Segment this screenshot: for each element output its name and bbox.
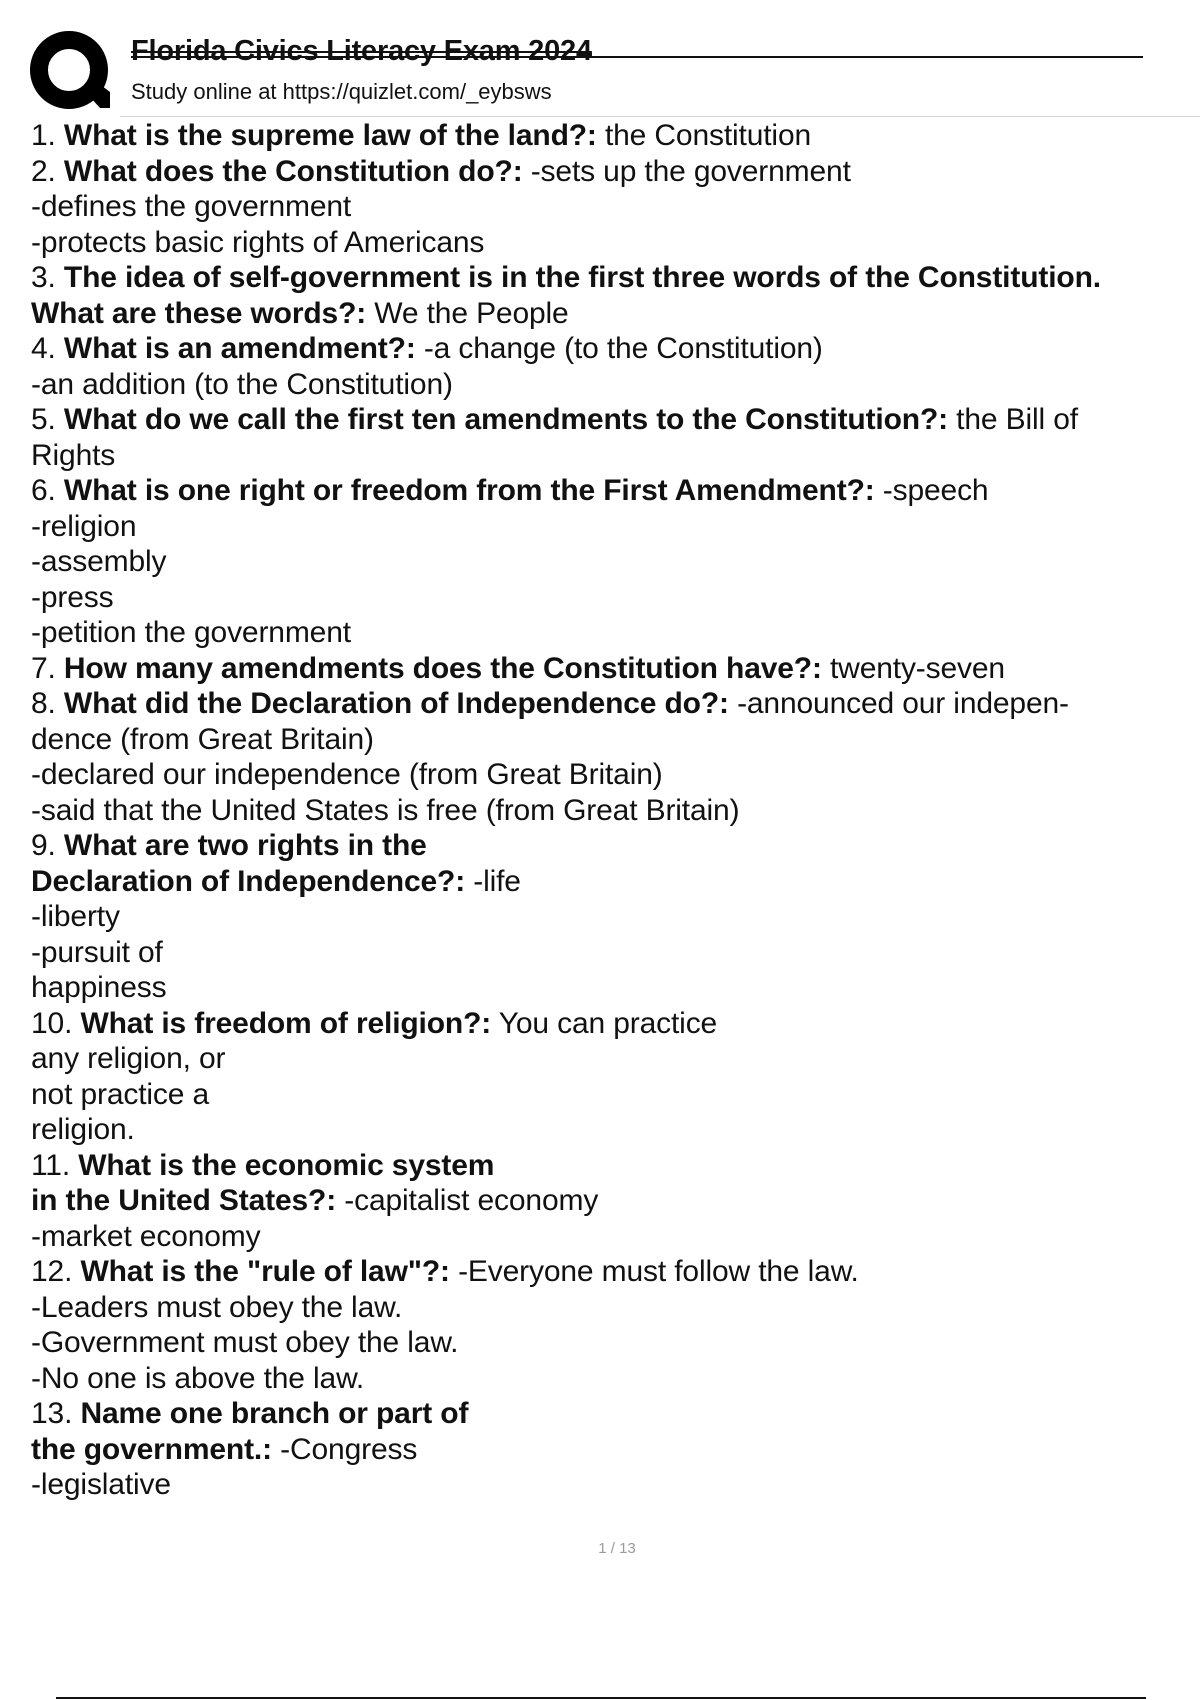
- card-number: 9.: [31, 829, 56, 862]
- card-question: The idea of self-government is in the first three words of the Constitution.: [63, 261, 1101, 294]
- flashcard-item: [31, 1148, 1197, 1255]
- card-line: [31, 1254, 1197, 1290]
- card-question-continued: the government.:: [31, 1432, 272, 1466]
- card-number: 1.: [31, 119, 56, 152]
- document-header: [0, 0, 1200, 118]
- flashcard-item: [31, 260, 1197, 331]
- card-answer-line: -an addition (to the Constitution): [31, 367, 453, 401]
- card-question: What do we call the first ten amendments to the Constitution?:: [63, 403, 948, 436]
- card-number: 12.: [31, 1255, 73, 1288]
- card-line: [31, 1396, 1197, 1432]
- card-question: How many amendments does the Constitution have?:: [63, 651, 822, 685]
- flashcard-item: [31, 1254, 1197, 1396]
- flashcard-list: [31, 118, 1197, 1503]
- card-question: What is freedom of religion?:: [80, 1006, 492, 1040]
- card-line: [31, 154, 1197, 190]
- card-question: What is the "rule of law"?:: [80, 1255, 450, 1288]
- card-answer-line: happiness: [31, 971, 167, 1004]
- card-answer-line: -protects basic rights of Americans: [31, 225, 485, 259]
- card-answer-line: -petition the government: [31, 616, 351, 649]
- flashcard-item: [31, 402, 1197, 473]
- card-answer-line: -assembly: [31, 545, 167, 578]
- flashcard-item: [31, 651, 1197, 687]
- card-line: [31, 686, 1197, 722]
- card-question: What is the supreme law of the land?:: [63, 119, 597, 152]
- card-answer-line: -legislative: [31, 1468, 171, 1501]
- card-question-continued: in the United States?:: [31, 1184, 337, 1217]
- card-answer: twenty-seven: [830, 651, 1005, 685]
- card-line: [31, 296, 1197, 332]
- card-question: What is the economic system: [78, 1148, 495, 1182]
- card-answer-line: -said that the United States is free (from Great Britain): [31, 793, 740, 827]
- card-answer: We the People: [374, 296, 569, 330]
- flashcard-item: [31, 154, 1197, 261]
- card-question-continued: Declaration of Independence?:: [31, 864, 466, 898]
- flashcard-item: [31, 686, 1197, 828]
- flashcard-item: [31, 473, 1197, 651]
- card-answer-line: -No one is above the law.: [31, 1361, 365, 1395]
- flashcard-item: [31, 1396, 1197, 1503]
- card-line: [31, 864, 1197, 900]
- card-answer: -sets up the government: [530, 154, 851, 188]
- card-answer: -life: [473, 864, 521, 898]
- card-number: 11.: [31, 1148, 71, 1182]
- card-question: What did the Declaration of Independence do?:: [63, 687, 729, 720]
- study-online-link[interactable]: Study online at https://quizlet.com/_eybsws: [131, 79, 552, 104]
- card-answer: -speech: [882, 474, 989, 507]
- quizlet-q-logo-icon: [30, 30, 112, 112]
- card-answer-line: any religion, or: [31, 1042, 226, 1075]
- card-answer-line: -press: [31, 580, 114, 614]
- card-answer-line: -liberty: [31, 900, 120, 933]
- card-line: [31, 1148, 1197, 1184]
- card-number: 8.: [31, 687, 56, 720]
- card-answer: the Bill of: [956, 403, 1078, 436]
- card-number: 5.: [31, 403, 56, 436]
- card-answer: the Constitution: [604, 119, 812, 152]
- card-line: [31, 828, 1197, 864]
- card-answer: -capitalist economy: [344, 1184, 599, 1217]
- card-question: What is one right or freedom from the First Amendment?:: [63, 474, 875, 507]
- card-line: [31, 1006, 1197, 1042]
- card-line: [31, 1432, 1197, 1468]
- card-answer-line: -Leaders must obey the law.: [31, 1290, 403, 1324]
- card-answer-line: dence (from Great Britain): [31, 722, 374, 756]
- card-answer-line: -defines the government: [31, 190, 352, 223]
- card-answer: -Everyone must follow the law.: [458, 1255, 859, 1288]
- card-answer: -a change (to the Constitution): [423, 332, 823, 365]
- card-answer: -Congress: [280, 1432, 418, 1466]
- card-answer-line: -Government must obey the law.: [31, 1326, 459, 1359]
- footer-rule: [56, 1697, 1146, 1699]
- card-answer-line: -declared our independence (from Great Britain): [31, 758, 663, 791]
- page-number: 1 / 13: [598, 1540, 636, 1557]
- flashcard-item: [31, 828, 1197, 1006]
- card-answer: You can practice: [498, 1006, 718, 1040]
- card-number: 4.: [31, 332, 56, 365]
- card-answer-line: Rights: [31, 438, 116, 472]
- card-line: [31, 651, 1197, 687]
- card-line: [31, 473, 1197, 509]
- card-answer: -announced our indepen-: [737, 687, 1069, 720]
- card-number: 13.: [31, 1397, 73, 1430]
- card-line: [31, 1183, 1197, 1219]
- card-question: What is an amendment?:: [63, 332, 416, 365]
- card-line: [31, 118, 1197, 154]
- card-number: 10.: [31, 1006, 73, 1040]
- flashcard-item: [31, 118, 1197, 154]
- card-number: 7.: [31, 651, 56, 685]
- document-title: Florida Civics Literacy Exam 2024: [131, 35, 592, 67]
- card-number: 2.: [31, 154, 56, 188]
- card-answer-line: not practice a: [31, 1077, 210, 1111]
- card-line: [31, 331, 1197, 367]
- card-answer-line: -pursuit of: [31, 935, 163, 969]
- card-number: 3.: [31, 261, 56, 294]
- card-line: [31, 260, 1197, 296]
- title-rule: [131, 56, 1143, 58]
- card-answer-line: religion.: [31, 1113, 135, 1146]
- card-number: 6.: [31, 474, 56, 507]
- card-question: What are two rights in the: [63, 829, 427, 862]
- card-line: [31, 402, 1197, 438]
- card-question-continued: What are these words?:: [31, 296, 367, 330]
- flashcard-item: [31, 331, 1197, 402]
- card-question: What does the Constitution do?:: [63, 154, 523, 188]
- card-answer-line: -religion: [31, 509, 137, 543]
- card-question: Name one branch or part of: [80, 1397, 469, 1430]
- card-answer-line: -market economy: [31, 1219, 261, 1253]
- header-divider: [120, 116, 1200, 117]
- flashcard-item: [31, 1006, 1197, 1148]
